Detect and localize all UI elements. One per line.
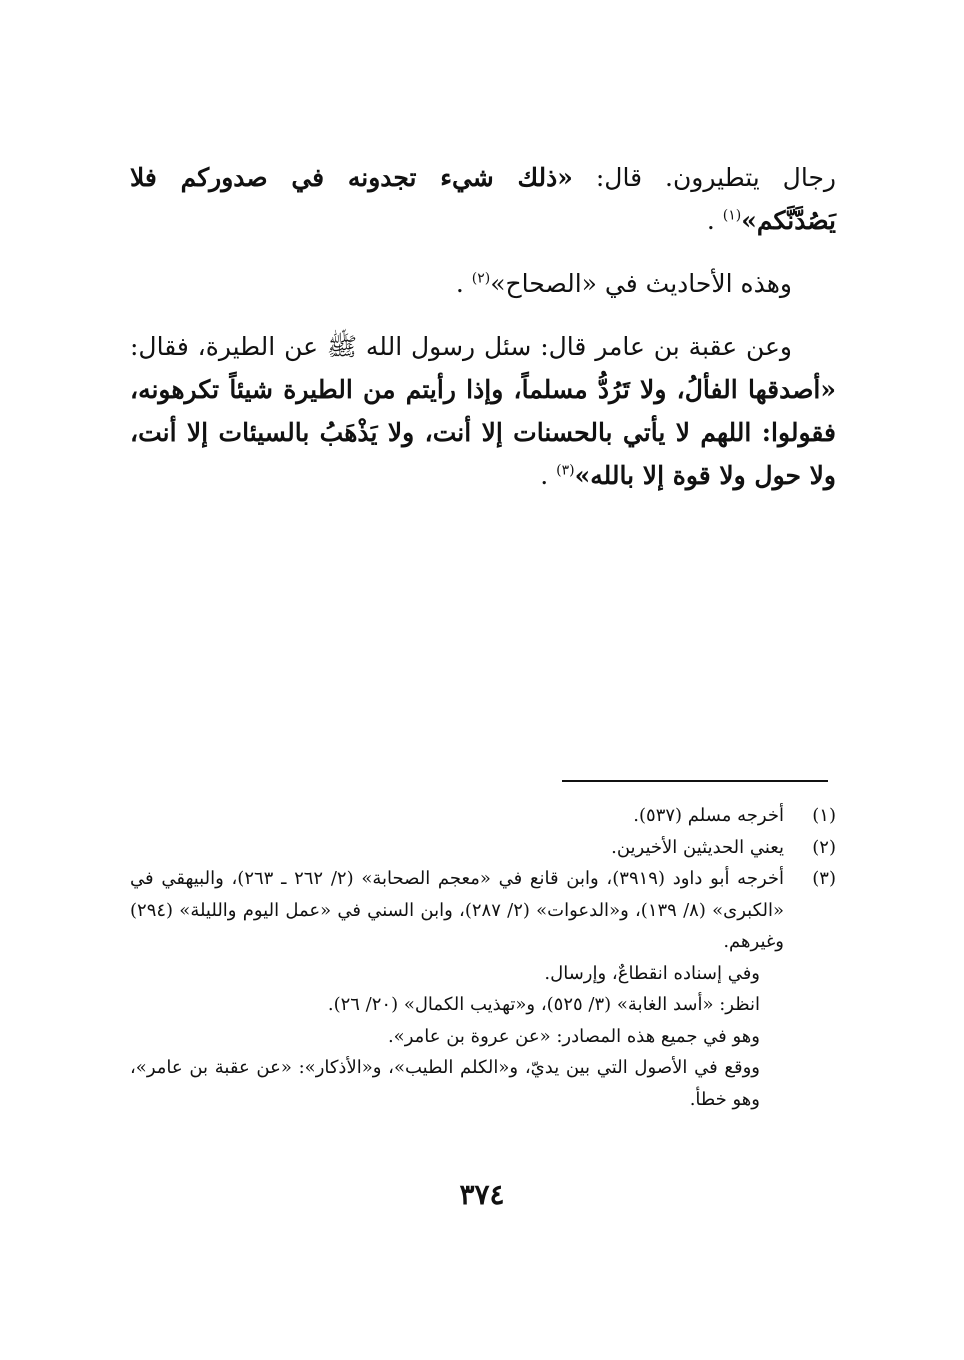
- paragraph-2-text: وهذه الأحاديث في «الصحاح»: [490, 269, 792, 298]
- footnote-number: (٢): [812, 836, 836, 858]
- hadith-quote-2: «أصدقها الفألُ، ولا تَرُدُّ مسلماً، وإذا رأيتم من الطيرة شيئاً تكرهونه، فقولوا: اللهم لا يأتي بالحسنات إلا أنت، ولا يَذْهَبُ بالسيئات إلا أنت، ولا حول ولا قوة إلا بالله»: [130, 375, 836, 490]
- footnote-separator: [562, 780, 828, 782]
- paragraph-3: [130, 325, 836, 497]
- footnote-ref-2: (٢): [471, 270, 491, 287]
- footnote-text: أخرجه مسلم (٥٣٧).: [633, 805, 784, 826]
- footnote-text: أخرجه أبو داود (٣٩١٩)، وابن قانع في «معجم الصحابة» (٢/ ٢٦٢ ـ ٢٦٣)، والبيهقي في «الكبرى» (٨/ ١٣٩)، و«الدعوات» (٢/ ٢٨٧)، وابن السني في «عمل اليوم والليلة» (٢٩٤) وغيرهم.: [130, 868, 785, 952]
- footnote-3-note: ووقع في الأصول التي بين يديّ، و«الكلم الطيب»، و«الأذكار»: «عن عقبة بن عامر»، وهو خطأ.: [130, 1057, 760, 1110]
- footnote-3: [130, 863, 836, 958]
- page-number: ٣٧٤: [459, 1178, 505, 1211]
- footnote-number: (١): [812, 805, 836, 826]
- paragraph-3-end: .: [540, 461, 557, 490]
- paragraph-1: [130, 156, 836, 242]
- footnote-ref-1: (١): [722, 207, 742, 224]
- paragraph-3-text: وعن عقبة بن عامر قال: سئل رسول الله ﷺ عن الطيرة، فقال:: [130, 332, 792, 361]
- paragraph-2: [130, 262, 836, 305]
- paragraph-2-end: .: [455, 269, 472, 298]
- footnote-number: (٣): [812, 868, 836, 889]
- footnotes-section: [130, 800, 836, 1115]
- footnote-ref-3: (٣): [556, 462, 575, 479]
- paragraph-1-end: .: [706, 206, 723, 235]
- footnote-3-note: انظر: «أسد الغابة» (٣/ ٥٢٥)، و«تهذيب الكمال» (٢٠/ ٢٦).: [327, 994, 760, 1015]
- footnote-text: يعني الحديثين الأخيرين.: [611, 836, 784, 858]
- footnote-3-note: وهو في جميع هذه المصادر: «عن عروة بن عامر».: [387, 1025, 760, 1047]
- footnote-3-note: وفي إسناده انقطاعٌ، وإرسال.: [544, 962, 760, 984]
- footnote-1: [130, 800, 836, 832]
- hadith-quote-1: «ذلك شيء تجدونه في صدوركم فلا يَصُدَّنَّكم»: [130, 163, 836, 235]
- footnote-2: [130, 832, 836, 864]
- paragraph-1-text: رجال يتطيرون. قال:: [572, 163, 836, 192]
